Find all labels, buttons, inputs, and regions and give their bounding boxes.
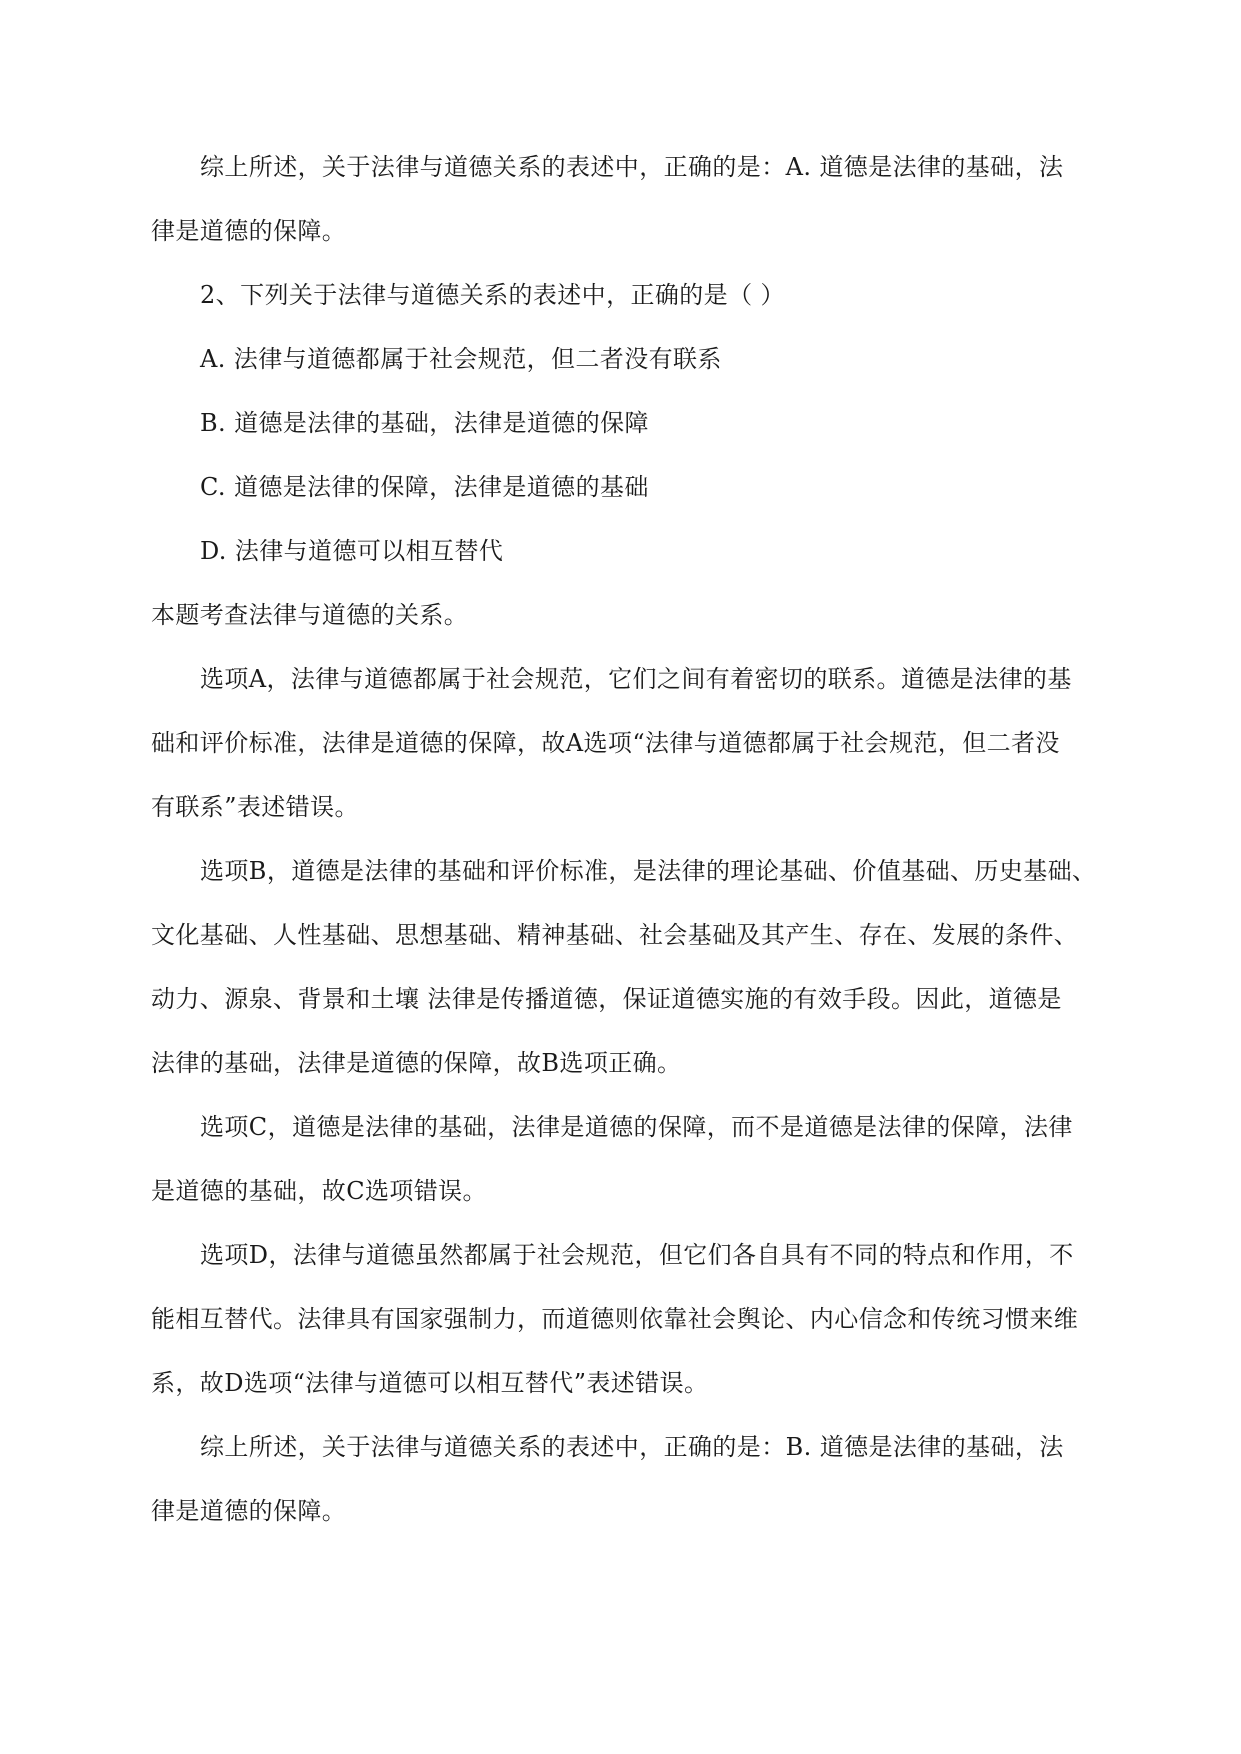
text-line: 础和评价标准，法律是道德的保障，故A选项“法律与道德都属于社会规范，但二者没 — [151, 729, 1060, 757]
text-line: 本题考查法律与道德的关系。 — [151, 601, 469, 629]
option-d: D. 法律与道德可以相互替代 — [200, 537, 504, 565]
text-line: 选项C，道德是法律的基础，法律是道德的保障，而不是道德是法律的保障，法律 — [200, 1113, 1073, 1141]
option-b: B. 道德是法律的基础，法律是道德的保障 — [200, 409, 649, 437]
text-line: 有联系”表述错误。 — [151, 793, 359, 821]
text-line: 选项A，法律与道德都属于社会规范，它们之间有着密切的联系。道德是法律的基 — [200, 665, 1072, 693]
text-line: 律是道德的保障。 — [151, 217, 347, 245]
option-a: A. 法律与道德都属于社会规范，但二者没有联系 — [200, 345, 722, 373]
text-line: 选项B，道德是法律的基础和评价标准，是法律的理论基础、价值基础、历史基础、 — [200, 857, 1097, 885]
text-line: 动力、源泉、背景和土壤 法律是传播道德，保证道德实施的有效手段。因此，道德是 — [151, 985, 1062, 1013]
text-line: 文化基础、人性基础、思想基础、精神基础、社会基础及其产生、存在、发展的条件、 — [151, 921, 1079, 949]
option-c: C. 道德是法律的保障，法律是道德的基础 — [200, 473, 649, 501]
text-line: 综上所述，关于法律与道德关系的表述中，正确的是：B. 道德是法律的基础，法 — [200, 1433, 1064, 1461]
text-line: 能相互替代。法律具有国家强制力，而道德则依靠社会舆论、内心信念和传统习惯来维 — [151, 1305, 1079, 1333]
text-line: 综上所述，关于法律与道德关系的表述中，正确的是：A. 道德是法律的基础，法 — [200, 153, 1064, 181]
question-title: 2、下列关于法律与道德关系的表述中，正确的是（ ） — [200, 281, 785, 309]
text-line: 系，故D选项“法律与道德可以相互替代”表述错误。 — [151, 1369, 709, 1397]
text-line: 律是道德的保障。 — [151, 1497, 347, 1525]
text-line: 是道德的基础，故C选项错误。 — [151, 1177, 487, 1205]
text-line: 法律的基础，法律是道德的保障，故B选项正确。 — [151, 1049, 682, 1077]
text-line: 选项D，法律与道德虽然都属于社会规范，但它们各自具有不同的特点和作用，不 — [200, 1241, 1074, 1269]
